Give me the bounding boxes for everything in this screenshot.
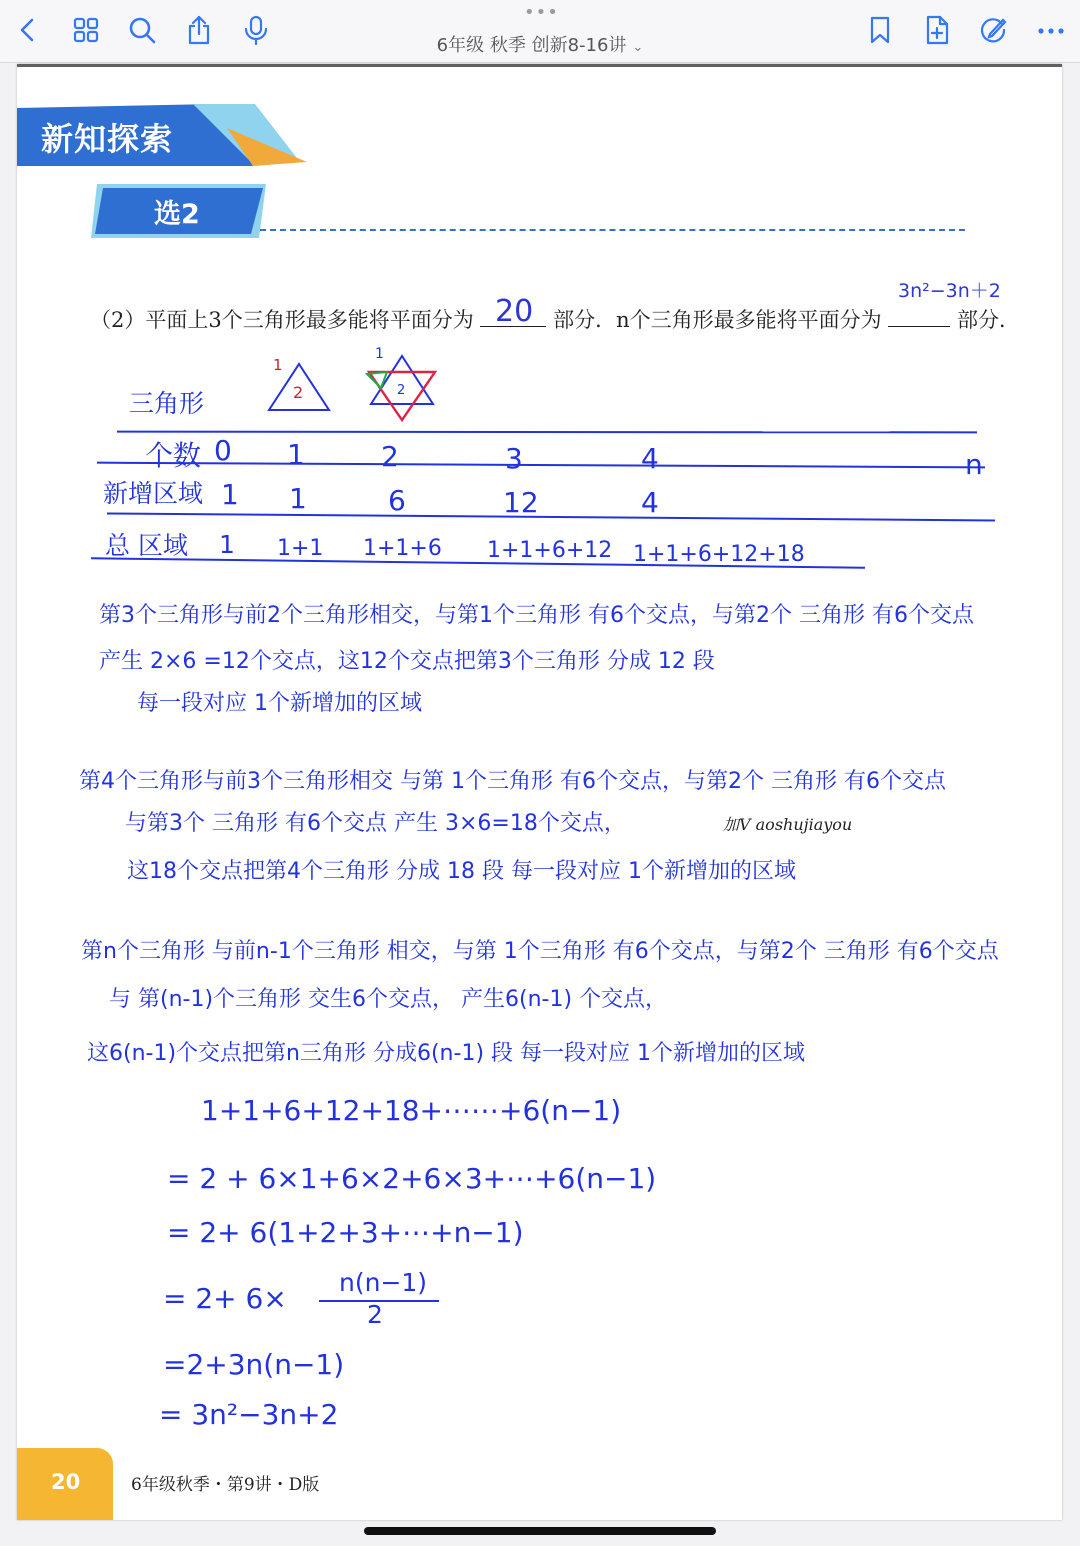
note-line: 与 第(n-1)个三角形 交生6个交点， 产生6(n-1) 个交点， [109,987,668,1012]
table-cell: 1 [221,478,239,511]
table-cell: 6 [388,484,406,517]
table-row-label: 总 区域 [105,531,188,560]
handwritten-answer-1: 20 [495,294,534,329]
derivation-line: = 2+ 6(1+2+3+⋯+n−1) [167,1216,524,1249]
watermark-text: 加V aoshujiayou [723,815,853,834]
star-region-label: 2 [397,383,406,398]
add-page-icon[interactable] [921,14,953,46]
window-grabber[interactable]: ••• [524,2,559,23]
page-number: 20 [51,1470,81,1494]
table-cell: 1 [219,530,235,559]
note-line: 这6(n-1)个交点把第n三角形 分成6(n-1) 段 每一段对应 1个新增加的区域 [87,1041,805,1066]
table-cell: 1+1+6 [363,536,442,561]
fraction-numerator: n(n−1) [339,1268,428,1297]
table-row-label: 个数 [145,439,202,472]
table-line [117,431,977,434]
toolbar [0,0,1080,63]
star-figure [357,344,447,428]
table-cell: 1 [289,482,307,515]
home-indicator[interactable] [364,1527,716,1535]
more-icon[interactable] [1035,14,1067,46]
chevron-down-icon: ⌄ [632,40,644,55]
section-divider [260,229,965,231]
table-header-label: 三角形 [129,389,205,418]
handwritten-answer-2: 3n²−3n＋2 [898,280,1001,302]
bookmark-icon[interactable] [864,14,896,46]
note-line: 第n个三角形 与前n-1个三角形 相交，与第 1个三角形 有6个交点，与第2个 三角形 有6个交点 [81,939,999,964]
document-title[interactable] [0,31,1080,57]
note-line: 产生 2×6 =12个交点，这12个交点把第3个三角形 分成 12 段 [99,649,715,674]
question-suffix: 部分． [957,308,1021,332]
table-cell: 0 [214,434,232,467]
note-line: 与第3个 三角形 有6个交点 产生 3×6=18个交点， [125,811,626,836]
answer-blank-2 [888,326,950,327]
table-cell: 4 [641,486,659,519]
table-row-label: 新增区域 [103,479,204,508]
banner-title: 新知探索 [41,120,174,158]
table-line [107,513,995,522]
table-cell: 1+1 [277,536,324,561]
note-line: 每一段对应 1个新增加的区域 [137,691,422,716]
derivation-line: = 2 + 6×1+6×2+6×3+⋯+6(n−1) [167,1162,657,1195]
table-cell: 4 [641,442,659,475]
table-cell: n [965,448,983,481]
triangle-figure [263,358,339,416]
table-cell: 1+1+6+12 [487,538,613,563]
page-edge [17,64,1062,67]
table-cell: 12 [503,486,539,519]
note-line: 第3个三角形与前2个三角形相交，与第1个三角形 有6个交点，与第2个 三角形 有6个交点 [99,603,974,628]
derivation-line: = 3n²−3n+2 [159,1398,339,1431]
document-title-text: 6年级 秋季 创新8-16讲 [436,35,627,56]
page-footer: 6年级秋季・第9讲・D版 [131,1475,320,1495]
annotate-icon[interactable] [977,14,1009,46]
question-middle: 部分．n个三角形最多能将平面分为 [553,308,882,332]
fraction-denominator: 2 [367,1300,383,1329]
derivation-line: =2+3n(n−1) [163,1348,345,1381]
section-label: 选2 [154,199,200,230]
table-cell: 1 [287,438,305,471]
question-text [90,304,1020,334]
derivation-line: = 2+ 6× [163,1282,287,1315]
table-cell: 3 [505,442,523,475]
table-cell: 1+1+6+12+18 [633,542,805,567]
note-line: 这18个交点把第4个三角形 分成 18 段 每一段对应 1个新增加的区域 [127,859,796,884]
triangle-region-label: 2 [293,383,304,402]
table-cell: 2 [381,440,399,473]
star-outer-label: 1 [375,346,384,362]
document-page[interactable] [17,64,1062,1520]
question-prefix: （2）平面上3个三角形最多能将平面分为 [90,308,474,332]
note-line: 第4个三角形与前3个三角形相交 与第 1个三角形 有6个交点，与第2个 三角形 有6个交点 [79,769,946,794]
derivation-line: 1+1+6+12+18+⋯⋯+6(n−1) [201,1094,622,1127]
triangle-outer-label: 1 [273,358,283,374]
